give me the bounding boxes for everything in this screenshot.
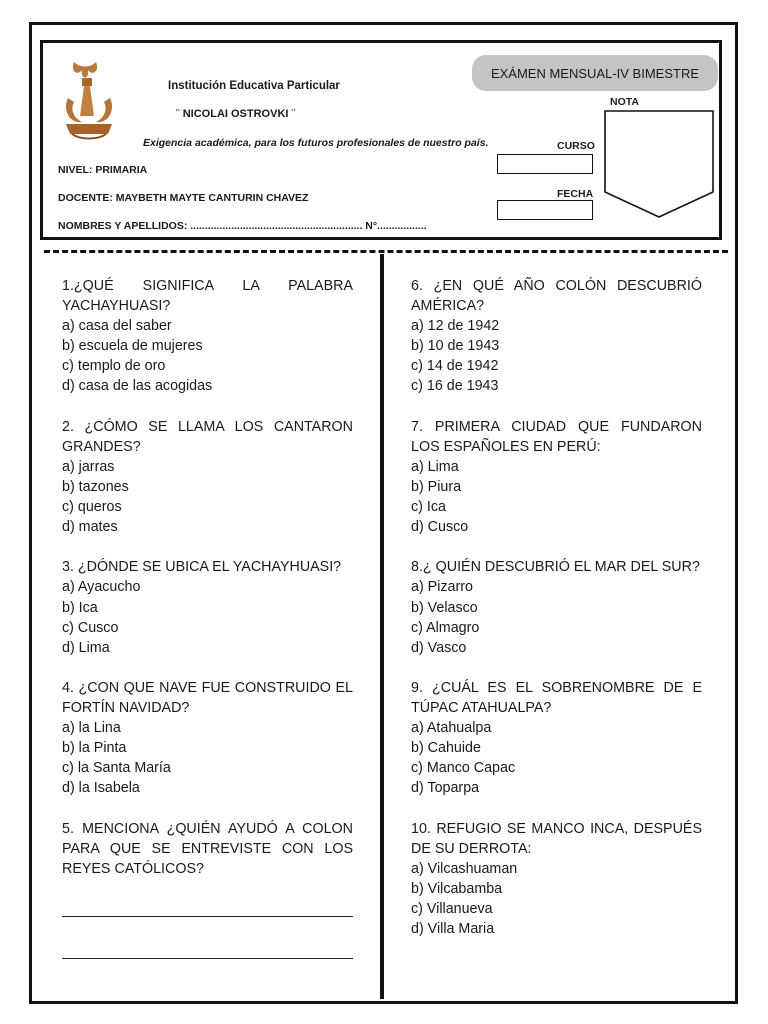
- answer-option[interactable]: b) Ica: [62, 599, 98, 616]
- answer-option[interactable]: b) Piura: [411, 478, 462, 495]
- answer-option[interactable]: c) 16 de 1943: [411, 378, 499, 395]
- course-field[interactable]: [497, 154, 593, 174]
- answer-option[interactable]: c) la Santa María: [62, 760, 171, 777]
- grade-label: NOTA: [610, 96, 639, 108]
- question-title: 6. ¿EN QUÉ AÑO COLÓN DESCUBRIÓ AMÉRICA?: [411, 278, 702, 315]
- teacher-label: DOCENTE: MAYBETH MAYTE CANTURIN CHAVEZ: [58, 192, 309, 204]
- question-block: [411, 276, 702, 397]
- question-title: 9. ¿CUÁL ES EL SOBRENOMBRE DE E TÚPAC ATAHUALPA?: [411, 679, 702, 716]
- question-block: [62, 557, 353, 657]
- question-title: 7. PRIMERA CIUDAD QUE FUNDARON LOS ESPAÑOLES EN PERÚ:: [411, 418, 702, 455]
- answer-option[interactable]: b) la Pinta: [62, 740, 127, 757]
- school-motto: Exigencia académica, para los futuros profesionales de nuestro país.: [143, 137, 489, 149]
- answer-option[interactable]: a) casa del saber: [62, 318, 172, 335]
- answer-option[interactable]: c) Almagro: [411, 619, 480, 636]
- answer-option[interactable]: b) Cahuide: [411, 740, 481, 757]
- answer-option[interactable]: d) la Isabela: [62, 780, 140, 797]
- student-name-field[interactable]: NOMBRES Y APELLIDOS: ........................................................... N°.................: [58, 220, 427, 232]
- answer-option[interactable]: a) jarras: [62, 458, 115, 475]
- answer-option[interactable]: c) Ica: [411, 499, 446, 516]
- question-block: [62, 819, 353, 879]
- answer-option[interactable]: b) tazones: [62, 478, 129, 495]
- column-divider: [380, 254, 384, 999]
- answer-option[interactable]: c) Villanueva: [411, 900, 493, 917]
- exam-title: EXÁMEN MENSUAL-IV BIMESTRE: [490, 65, 700, 81]
- answer-option[interactable]: c) 14 de 1942: [411, 358, 499, 375]
- answer-option[interactable]: b) Vilcabamba: [411, 880, 503, 897]
- answer-option[interactable]: a) Lima: [411, 458, 459, 475]
- answer-option[interactable]: a) Vilcashuaman: [411, 860, 518, 877]
- answer-option[interactable]: d) Vasco: [411, 639, 467, 656]
- answer-option[interactable]: d) Toparpa: [411, 780, 480, 797]
- answer-option[interactable]: d) Villa Maria: [411, 921, 495, 937]
- answer-option[interactable]: b) Velasco: [411, 599, 478, 616]
- answer-option[interactable]: d) Lima: [62, 639, 110, 656]
- answer-option[interactable]: b) 10 de 1943: [411, 338, 500, 355]
- level-label: NIVEL: PRIMARIA: [58, 164, 148, 176]
- right-question-column: [411, 276, 702, 959]
- question-title: 2. ¿CÓMO SE LLAMA LOS CANTARON GRANDES?: [62, 418, 353, 455]
- exam-title-badge: [472, 55, 718, 91]
- question-block: [62, 417, 353, 538]
- grade-shield-box[interactable]: [604, 110, 714, 218]
- question-block: [411, 819, 702, 940]
- question-block: [62, 276, 353, 397]
- answer-option[interactable]: a) la Lina: [62, 720, 121, 737]
- date-field[interactable]: [497, 200, 593, 220]
- question-title: 10. REFUGIO SE MANCO INCA, DESPUÉS DE SU DERROTA:: [411, 820, 702, 857]
- answer-option[interactable]: d) mates: [62, 519, 118, 536]
- answer-writing-line[interactable]: [62, 958, 353, 959]
- institution-name: Institución Educativa Particular: [168, 80, 340, 92]
- answer-option[interactable]: a) Pizarro: [411, 579, 473, 596]
- cut-line-divider: [44, 250, 728, 253]
- answer-option[interactable]: a) Atahualpa: [411, 720, 492, 737]
- question-title: 3. ¿DÓNDE SE UBICA EL YACHAYHUASI?: [62, 559, 342, 576]
- answer-option[interactable]: b) escuela de mujeres: [62, 338, 203, 355]
- answer-option[interactable]: c) Manco Capac: [411, 760, 516, 777]
- answer-option[interactable]: a) Ayacucho: [62, 579, 141, 596]
- left-question-column: [62, 276, 353, 899]
- question-title: 8.¿ QUIÉN DESCUBRIÓ EL MAR DEL SUR?: [411, 559, 700, 576]
- answer-option[interactable]: c) templo de oro: [62, 358, 166, 375]
- school-name: ¨ NICOLAI OSTROVKI ¨: [176, 108, 296, 120]
- question-title: 5. MENCIONA ¿QUIÉN AYUDÓ A COLON PARA QUE SE ENTREVISTE CON LOS REYES CATÓLICOS?: [62, 820, 353, 877]
- torch-logo-icon: [60, 58, 118, 140]
- answer-option[interactable]: d) casa de las acogidas: [62, 378, 213, 395]
- date-label: FECHA: [557, 188, 594, 200]
- answer-option[interactable]: c) Cusco: [62, 619, 119, 636]
- question-block: [411, 678, 702, 799]
- answer-option[interactable]: d) Cusco: [411, 519, 469, 536]
- question-block: [411, 557, 702, 657]
- question-block: [62, 678, 353, 799]
- question-title: 4. ¿CON QUE NAVE FUE CONSTRUIDO EL FORTÍN NAVIDAD?: [62, 679, 353, 716]
- course-label: CURSO: [557, 140, 595, 152]
- question-block: [411, 417, 702, 538]
- answer-writing-line[interactable]: [62, 916, 353, 917]
- answer-option[interactable]: a) 12 de 1942: [411, 318, 500, 335]
- question-title: 1.¿QUÉ SIGNIFICA LA PALABRA YACHAYHUASI?: [62, 278, 353, 315]
- answer-option[interactable]: c) queros: [62, 499, 122, 516]
